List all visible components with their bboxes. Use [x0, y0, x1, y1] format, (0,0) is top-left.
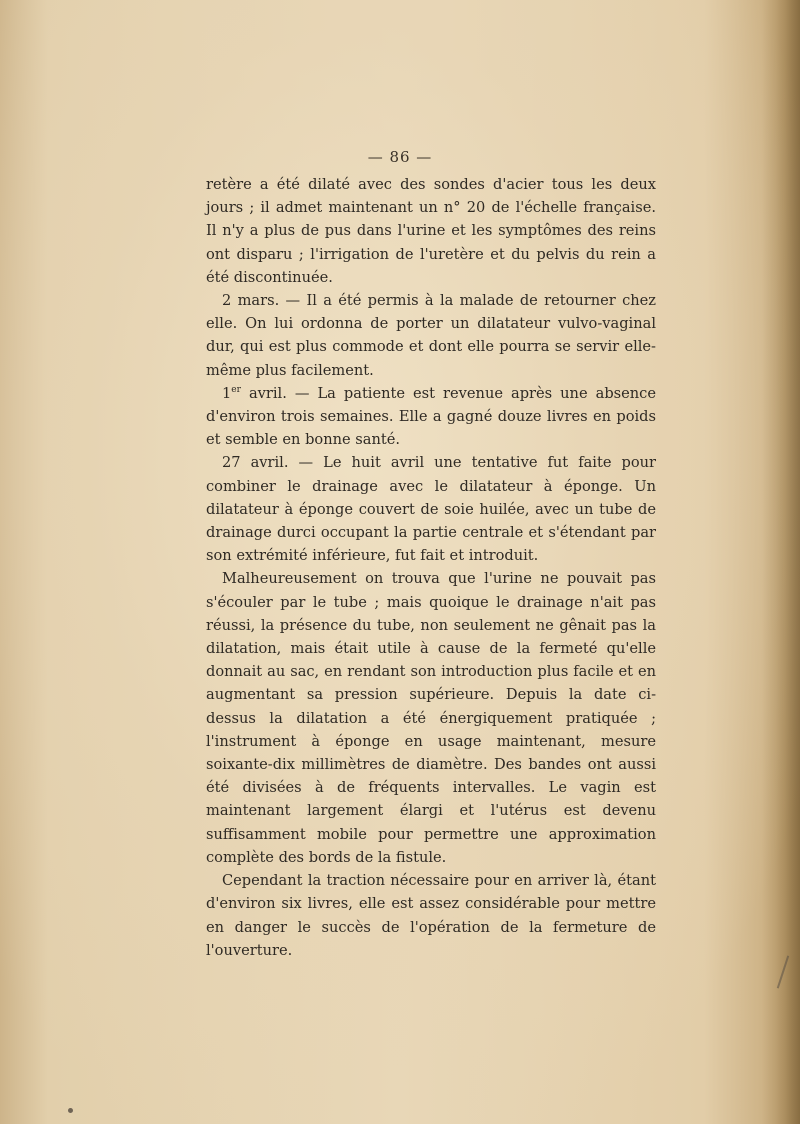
paragraph-3-text: avril. — La patiente est revenue après une absence d'environ trois semaines. Elle a gagné douze livres en poids et semble en bonne santé. — [206, 384, 656, 449]
paragraph-5: Malheureusement on trouva que l'urine ne pouvait pas s'écouler par le tube ; mais quoique le drainage n'ait pas réussi, la présence du tube, non seulement ne gênait pas la dilatation, mais était utile à cause de la fermeté qu'elle donnait au sac, en rendant son introduction plus facile et en augmentant sa pression supérieure. Depuis la date ci-dessus la dilatation a été énergiquement pratiquée ; l'instrument à éponge en usage maintenant, mesure soixante-dix millimètres de diamètre. Des bandes ont aussi été divisées à de fréquents intervalles. Le vagin est maintenant largement élargi et l'utérus est devenu suffisamment mobile pour permettre une approximation complète des bords de la fistule. — [206, 570, 656, 866]
paragraph-1: retère a été dilaté avec des sondes d'acier tous les deux jours ; il admet maintenant un n° 20 de l'échelle française. Il n'y a plus de pus dans l'urine et les symptômes des reins ont disparu ; l'irrigation de l'uretère et du pelvis du rein a été discontinuée. — [206, 176, 656, 286]
paragraph-2: 2 mars. — Il a été permis à la malade de retourner chez elle. On lui ordonna de porter un dilatateur vulvo-vaginal dur, qui est plus commode et dont elle pourra se servir elle-même plus facilement. — [206, 292, 656, 379]
ordinal-suffix: er — [231, 384, 241, 395]
page-number: — 86 — — [367, 148, 433, 166]
paragraph-6: Cependant la traction nécessaire pour en arriver là, étant d'environ six livres, elle est assez considérable pour mettre en danger le succès de l'opération de la fermeture de l'ouverture. — [206, 872, 656, 959]
ink-dot — [68, 1108, 73, 1113]
paragraph-4: 27 avril. — Le huit avril une tentative fut faite pour combiner le drainage avec le dilatateur à éponge. Un dilatateur à éponge couvert de soie huilée, avec un tube de drainage durci occupant la partie centrale et s'étendant par son extrémité inférieure, fut fait et introduit. — [206, 454, 656, 565]
page-edge-shadow — [762, 0, 800, 1124]
date-number: 1 — [222, 384, 232, 402]
paragraph-3 — [206, 382, 656, 452]
body-text — [206, 173, 656, 962]
